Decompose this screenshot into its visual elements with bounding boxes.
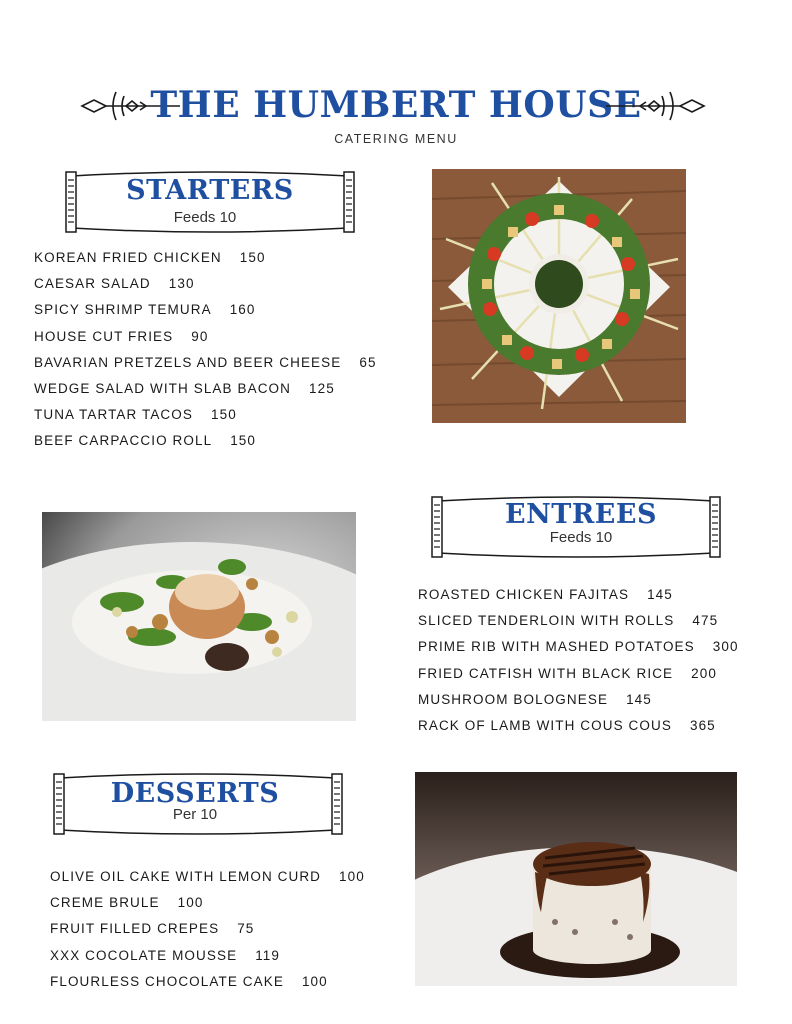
item-name: HOUSE CUT FRIES bbox=[34, 328, 174, 344]
item-price: 65 bbox=[359, 354, 377, 370]
item-name: RACK OF LAMB WITH COUS COUS bbox=[418, 717, 672, 733]
list-item bbox=[418, 692, 739, 718]
skewers-platter-photo bbox=[432, 169, 686, 423]
item-name: SPICY SHRIMP TEMURA bbox=[34, 302, 212, 318]
page-subtitle: CATERING MENU bbox=[334, 132, 458, 146]
item-name: WEDGE SALAD WITH SLAB BACON bbox=[34, 380, 291, 396]
item-price: 365 bbox=[689, 717, 716, 733]
starters-subtitle: Feeds 10 bbox=[173, 209, 237, 226]
item-name: FLOURLESS CHOCOLATE CAKE bbox=[50, 973, 284, 989]
item-price: 150 bbox=[230, 433, 257, 449]
item-name: PRIME RIB WITH MASHED POTATOES bbox=[418, 639, 695, 655]
item-name: FRUIT FILLED CREPES bbox=[50, 921, 220, 937]
list-item bbox=[418, 613, 739, 639]
list-item bbox=[418, 666, 739, 692]
starters-title: STARTERS bbox=[126, 175, 294, 206]
list-item bbox=[418, 639, 739, 665]
list-item bbox=[34, 302, 377, 328]
item-price: 300 bbox=[712, 639, 739, 655]
item-name: KOREAN FRIED CHICKEN bbox=[34, 250, 222, 265]
list-item bbox=[50, 974, 365, 1000]
list-item bbox=[418, 587, 739, 613]
item-price: 75 bbox=[237, 921, 255, 937]
item-price: 160 bbox=[229, 302, 256, 318]
entrees-banner bbox=[430, 495, 722, 559]
list-item bbox=[34, 381, 377, 407]
item-name: MUSHROOM BOLOGNESE bbox=[418, 691, 609, 707]
list-item bbox=[418, 718, 739, 744]
list-item bbox=[34, 407, 377, 433]
item-name: ROASTED CHICKEN FAJITAS bbox=[418, 587, 630, 602]
starters-list bbox=[34, 250, 377, 460]
item-price: 145 bbox=[626, 691, 652, 707]
dessert-cake-photo bbox=[415, 772, 737, 986]
item-name: CREME BRULE bbox=[50, 895, 160, 911]
list-item bbox=[50, 869, 365, 895]
item-price: 200 bbox=[691, 665, 717, 681]
desserts-subtitle: Per 10 bbox=[172, 806, 218, 823]
item-name: BEEF CARPACCIO ROLL bbox=[34, 433, 213, 449]
plated-entree-photo bbox=[42, 512, 356, 721]
item-name: SLICED TENDERLOIN WITH ROLLS bbox=[418, 613, 675, 629]
list-item bbox=[50, 895, 365, 921]
list-item bbox=[34, 355, 377, 381]
list-item bbox=[34, 433, 377, 459]
item-name: FRIED CATFISH WITH BLACK RICE bbox=[418, 665, 674, 681]
desserts-list bbox=[50, 869, 365, 1000]
list-item bbox=[50, 921, 365, 947]
item-name: TUNA TARTAR TACOS bbox=[34, 407, 193, 423]
item-price: 145 bbox=[647, 587, 673, 602]
page-title: THE HUMBERT HOUSE bbox=[150, 84, 642, 126]
list-item bbox=[34, 250, 377, 276]
item-price: 90 bbox=[191, 328, 209, 344]
item-price: 130 bbox=[168, 276, 195, 292]
item-price: 100 bbox=[301, 973, 328, 989]
entrees-title: ENTREES bbox=[505, 499, 657, 530]
right-flourish-ornament bbox=[606, 88, 706, 124]
item-price: 475 bbox=[692, 613, 719, 629]
item-price: 150 bbox=[239, 250, 266, 265]
item-name: OLIVE OIL CAKE WITH LEMON CURD bbox=[50, 869, 322, 884]
entrees-list bbox=[418, 587, 739, 744]
item-price: 150 bbox=[210, 407, 237, 423]
item-price: 125 bbox=[309, 380, 335, 396]
item-name: BAVARIAN PRETZELS AND BEER CHEESE bbox=[34, 354, 342, 370]
list-item bbox=[34, 329, 377, 355]
item-name: CAESAR SALAD bbox=[34, 276, 151, 292]
item-name: XXX COCOLATE MOUSSE bbox=[50, 947, 238, 963]
list-item bbox=[50, 948, 365, 974]
list-item bbox=[34, 276, 377, 302]
item-price: 119 bbox=[255, 947, 281, 963]
item-price: 100 bbox=[177, 895, 204, 911]
item-price: 100 bbox=[339, 869, 365, 884]
desserts-banner bbox=[52, 772, 344, 836]
desserts-title: DESSERTS bbox=[110, 778, 280, 809]
starters-banner bbox=[64, 170, 356, 234]
entrees-subtitle: Feeds 10 bbox=[549, 529, 613, 546]
